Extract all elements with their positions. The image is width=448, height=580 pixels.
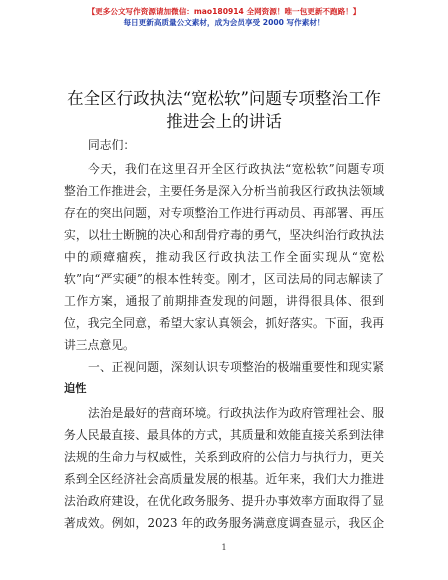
promo-banner (0, 6, 448, 28)
body-line: 整治工作推进会，主要任务是深入分析当前我区行政执法领域 (64, 184, 384, 198)
document-title-line-1: 在全区行政执法“宽松软”问题专项整治工作 (67, 89, 381, 108)
promo-line-1: 【更多公文写作资源请加微信：mao180914 全网资源！唯一包更新不跑路！】 (87, 7, 361, 16)
body-line: 讲三点意见。 (64, 338, 135, 352)
section-heading-1: 一、正视问题，深刻认识专项整治的极端重要性和现实紧 (88, 360, 384, 374)
salutation: 同志们： (88, 138, 136, 152)
promo-line-2: 每日更新高质量公文素材，成为会员享受 2000 写作素材！ (123, 18, 325, 27)
body-line: 系到全区经济社会高质量发展的根基。近年来，我们大力推进 (64, 472, 384, 486)
body-line: 存在的突出问题，对专项整治工作进行再动员、再部署、再压 (64, 206, 384, 220)
section-heading-1-cont: 迫性 (64, 382, 87, 395)
body-line: 法治是最好的营商环境。行政执法作为政府管理社会、服 (88, 406, 384, 420)
body-line: 实，以壮士断腕的决心和刮骨疗毒的勇气，坚决纠治行政执法 (64, 228, 384, 242)
body-line: 软”向“严实硬”的根本性转变。刚才，区司法局的同志解读了 (64, 272, 384, 286)
page-number: 1 (221, 543, 227, 552)
body-line: 法规的生命力与权威性，关系到政府的公信力与执行力，更关 (64, 450, 384, 464)
body-line: 著成效。例如，2023 年的政务服务满意度调查显示，我区企 (64, 516, 384, 530)
document-title-line-2: 推进会上的讲话 (166, 112, 282, 131)
body-line: 中的顽瘴痼疾，推动我区行政执法工作全面实现从“宽松 (64, 250, 384, 264)
body-line: 位，我完全同意，希望大家认真领会，抓好落实。下面，我再 (64, 316, 384, 330)
body-line: 务人民最直接、最具体的方式，其质量和效能直接关系到法律 (64, 428, 384, 442)
body-line: 法治政府建设，在优化政务服务、提升办事效率方面取得了显 (64, 494, 384, 508)
body-line: 今天，我们在这里召开全区行政执法“宽松软”问题专项 (88, 162, 384, 176)
body-line: 工作方案，通报了前期排查发现的问题，讲得很具体、很到 (64, 294, 384, 308)
